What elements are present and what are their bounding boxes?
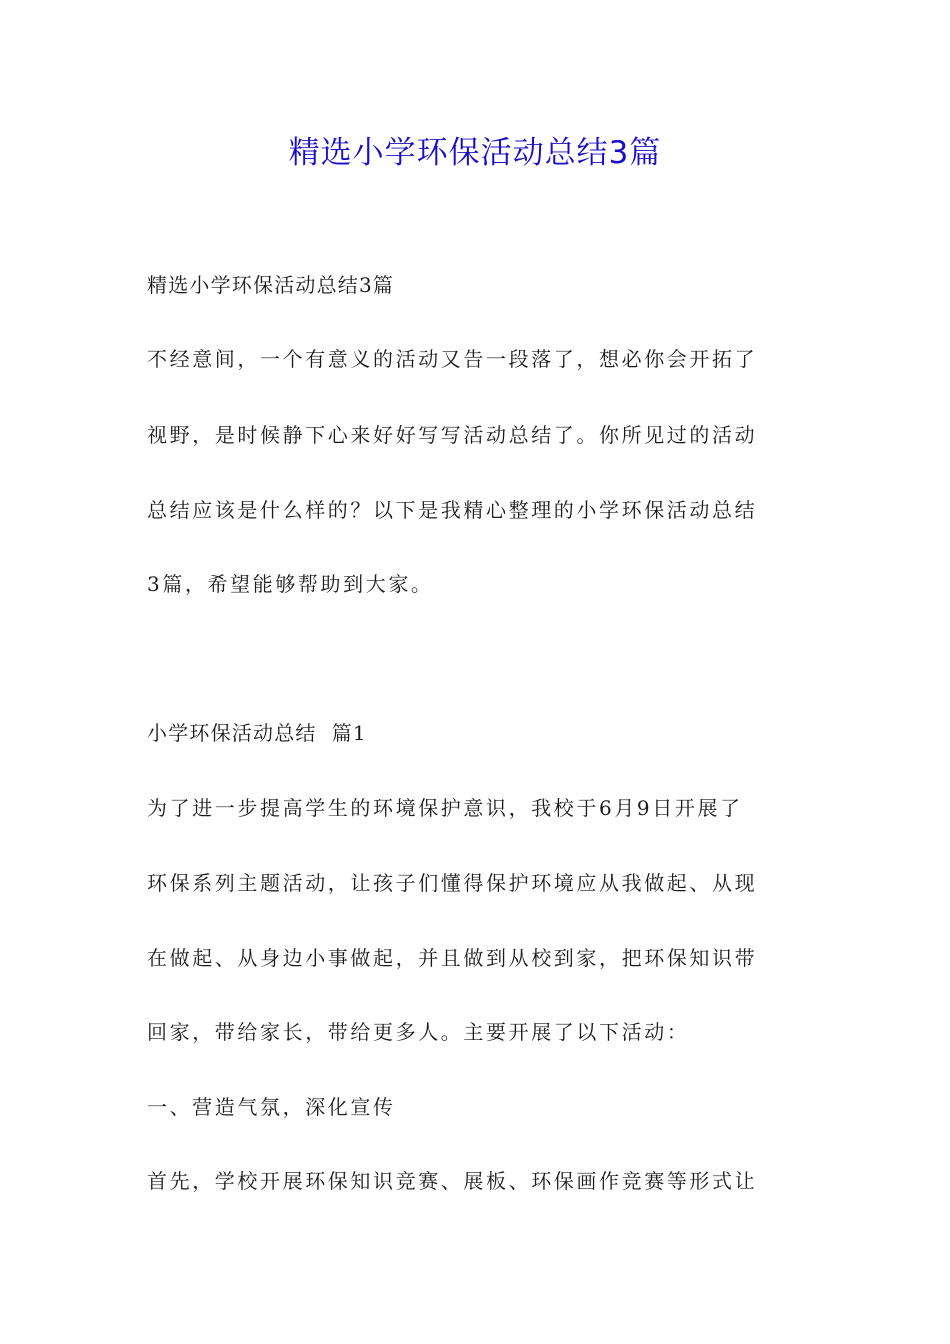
intro-line-3: 总结应该是什么样的？以下是我精心整理的小学环保活动总结 bbox=[147, 498, 758, 522]
document-title: 精选小学环保活动总结3篇 bbox=[288, 135, 662, 171]
section-heading-1: 小学环保活动总结 篇1 bbox=[147, 721, 367, 745]
intro-line-2: 视野，是时候静下心来好好写写活动总结了。你所见过的活动 bbox=[147, 423, 758, 447]
section1-line-3: 在做起、从身边小事做起，并且做到从校到家，把环保知识带 bbox=[147, 946, 758, 970]
intro-line-1: 不经意间，一个有意义的活动又告一段落了，想必你会开拓了 bbox=[147, 347, 758, 371]
document-subtitle: 精选小学环保活动总结3篇 bbox=[147, 273, 395, 297]
section1-line-2: 环保系列主题活动，让孩子们懂得保护环境应从我做起、从现 bbox=[147, 871, 758, 895]
section1-line-4: 回家，带给家长，带给更多人。主要开展了以下活动： bbox=[147, 1020, 690, 1044]
point1-line-1: 首先，学校开展环保知识竞赛、展板、环保画作竞赛等形式让 bbox=[147, 1169, 758, 1193]
section1-line-1: 为了进一步提高学生的环境保护意识，我校于6月9日开展了 bbox=[147, 796, 743, 820]
intro-line-4: 3篇，希望能够帮助到大家。 bbox=[147, 572, 434, 596]
point-heading-1: 一、营造气氛，深化宣传 bbox=[147, 1095, 396, 1119]
